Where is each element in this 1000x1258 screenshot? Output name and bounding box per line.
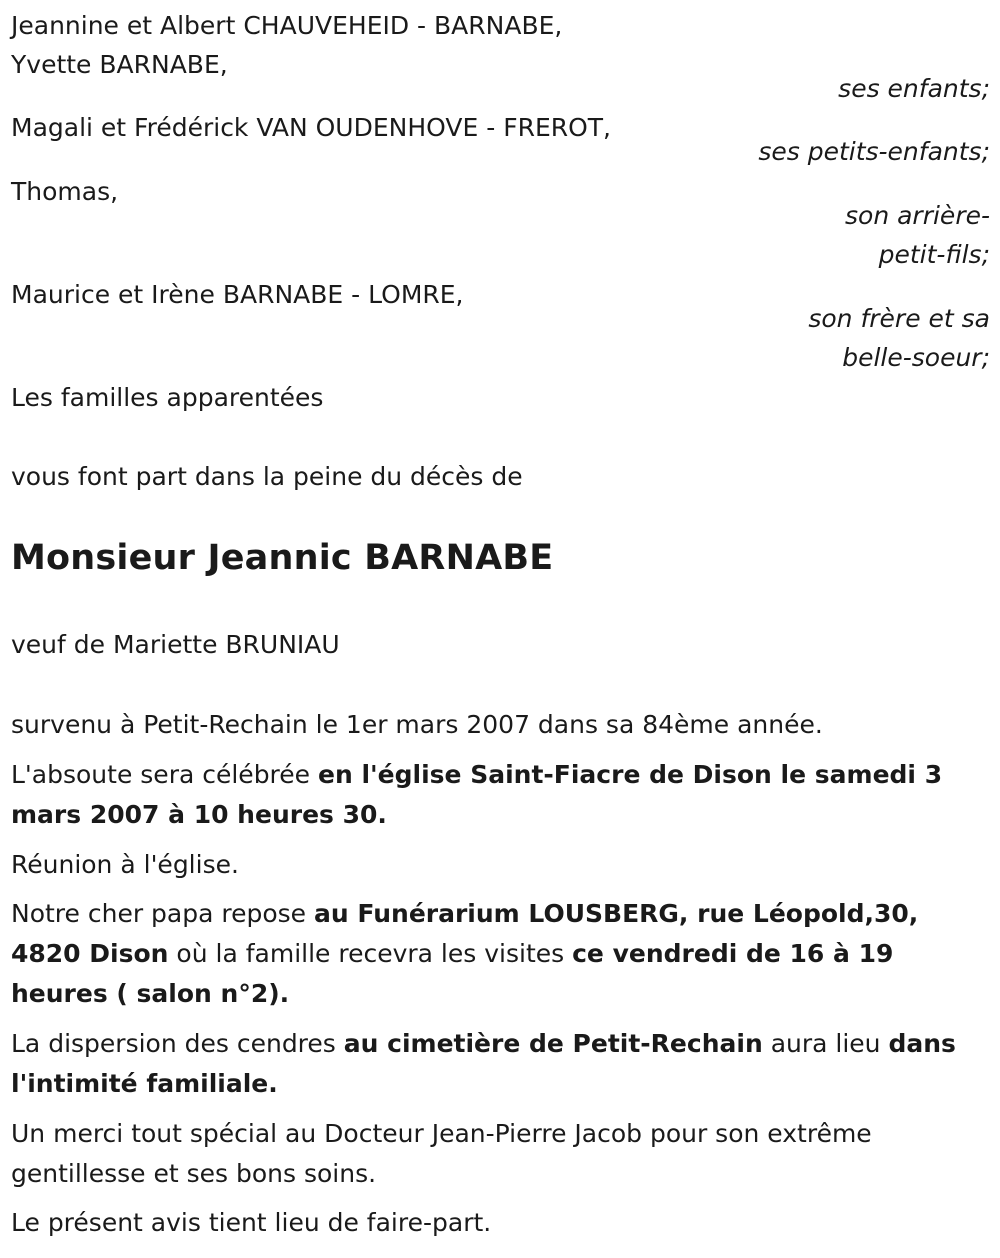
family-names-line: Jeannine et Albert CHAUVEHEID - BARNABE,	[11, 11, 563, 40]
family-relation: son frère et sa	[808, 304, 990, 333]
family-names-line: Magali et Frédérick VAN OUDENHOVE - FREROT,	[11, 113, 611, 142]
funeral-home: au Funérarium LOUSBERG, rue Léopold,30, 4820 Dison	[11, 899, 919, 968]
ashes-prefix: La dispersion des cendres	[11, 1029, 344, 1058]
family-names-line: Thomas,	[11, 177, 119, 206]
deceased-name: Monsieur Jeannic BARNABE	[11, 538, 554, 578]
visitation-paragraph	[11, 894, 971, 1014]
death-line: survenu à Petit-Rechain le 1er mars 2007 dans sa 84ème année.	[11, 710, 823, 739]
cemetery: au cimetière de Petit-Rechain	[343, 1029, 763, 1058]
widow-line: veuf de Mariette BRUNIAU	[11, 630, 340, 659]
families-line: Les familles apparentées	[11, 383, 324, 412]
closing-line: Le présent avis tient lieu de faire-part.	[11, 1208, 492, 1237]
ceremony-prefix: L'absoute sera célébrée	[11, 760, 318, 789]
ashes-paragraph	[11, 1024, 971, 1104]
family-names-line: Yvette BARNABE,	[11, 50, 228, 79]
visitation-hours: ce vendredi de 16 à 19 heures ( salon n°2).	[11, 939, 894, 1008]
family-relation: ses petits-enfants;	[758, 137, 990, 166]
announce-line: vous font part dans la peine du décès de	[11, 462, 523, 491]
visitation-prefix: Notre cher papa repose	[11, 899, 315, 928]
ceremony-paragraph	[11, 755, 971, 835]
family-relation: belle-soeur;	[842, 343, 990, 372]
family-relation: ses enfants;	[838, 74, 990, 103]
ashes-privacy: dans l'intimité familiale.	[11, 1029, 956, 1098]
visitation-middle: où la famille recevra les visites	[168, 939, 573, 968]
reunion-line: Réunion à l'église.	[11, 850, 239, 879]
thanks-paragraph: Un merci tout spécial au Docteur Jean-Pierre Jacob pour son extrême gentillesse et ses bons soins.	[11, 1119, 872, 1188]
ceremony-details: en l'église Saint-Fiacre de Dison le samedi 3 mars 2007 à 10 heures 30.	[11, 760, 943, 829]
family-names-line: Maurice et Irène BARNABE - LOMRE,	[11, 280, 464, 309]
family-relation: petit-fils;	[878, 240, 990, 269]
ashes-middle: aura lieu	[762, 1029, 889, 1058]
family-relation: son arrière-	[845, 201, 990, 230]
